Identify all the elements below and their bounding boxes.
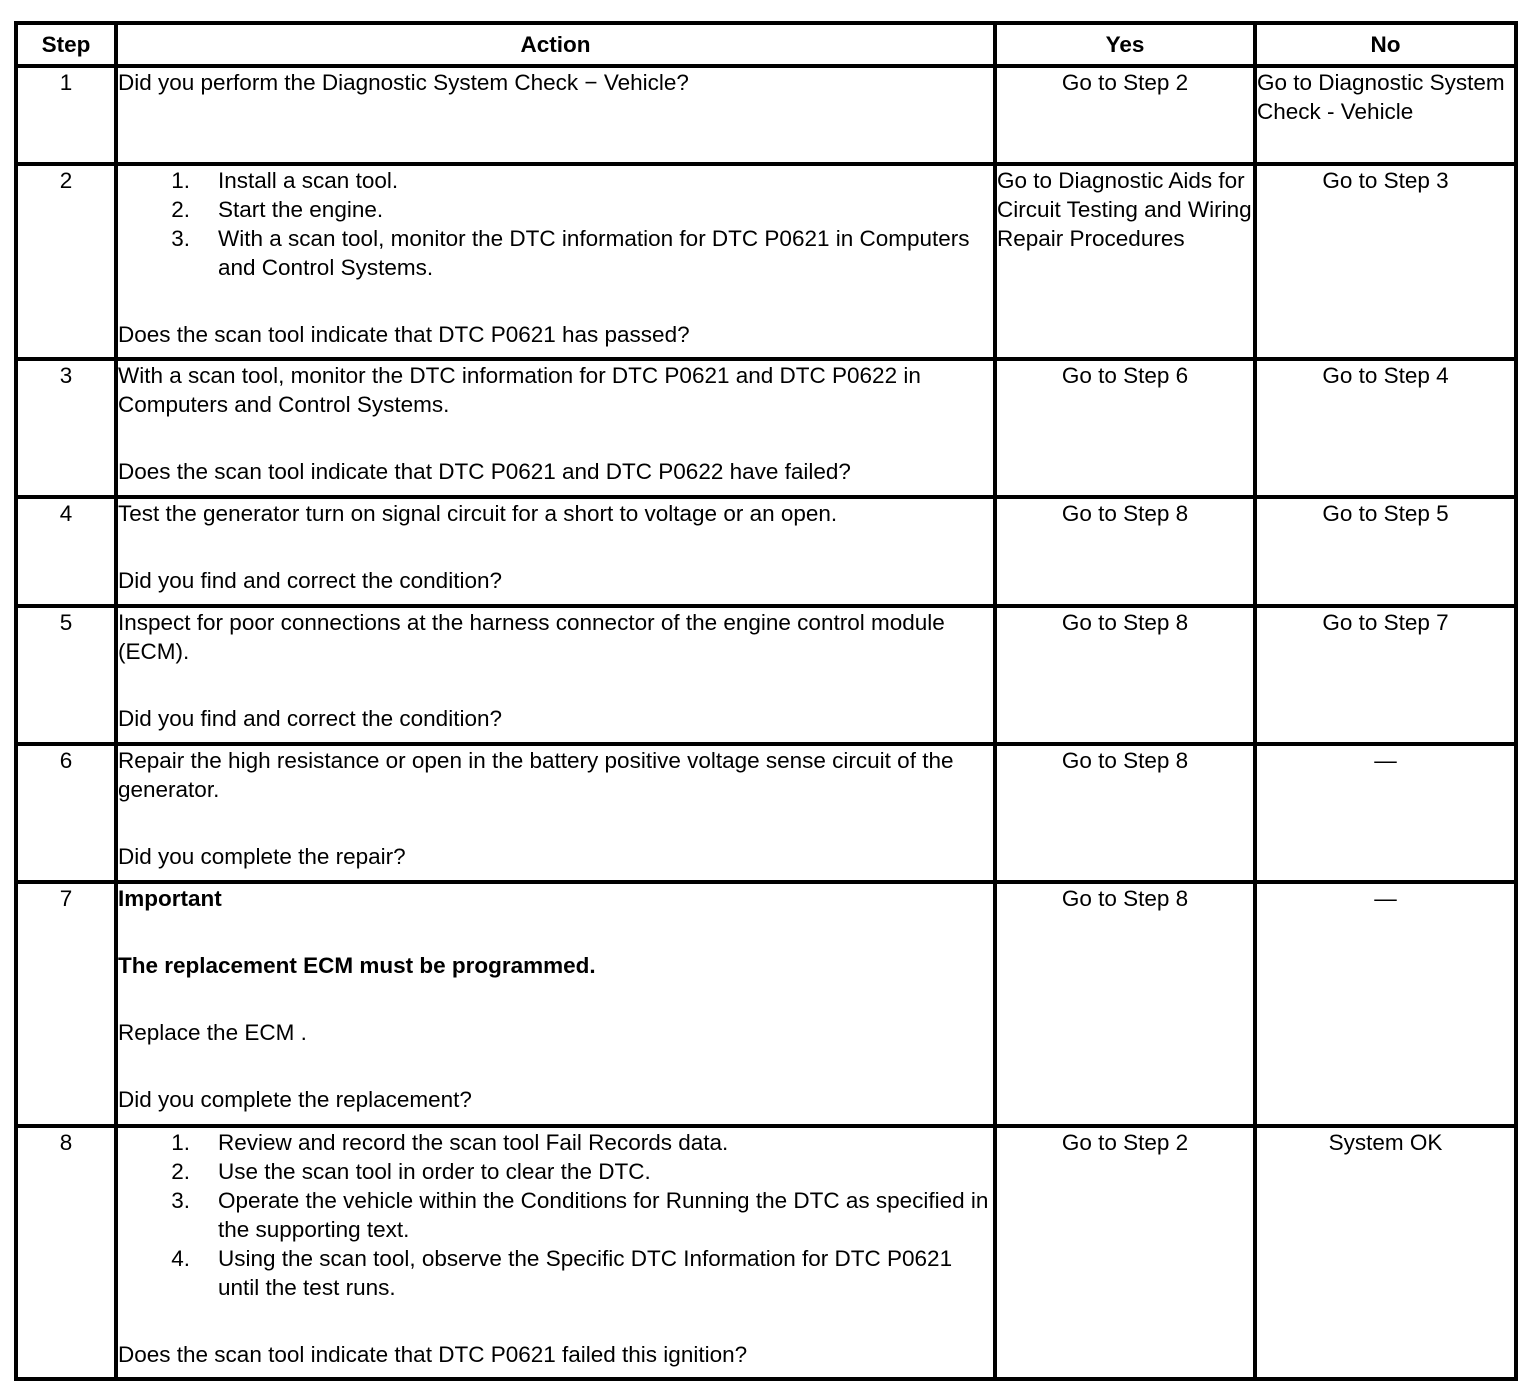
action-question: Did you find and correct the condition? bbox=[118, 568, 502, 593]
action-cell bbox=[116, 164, 995, 359]
no-outcome: Go to Step 3 bbox=[1255, 164, 1516, 359]
action-cell bbox=[116, 497, 995, 606]
header-row bbox=[16, 23, 1516, 66]
yes-outcome: Go to Step 8 bbox=[995, 882, 1255, 1126]
no-outcome: Go to Step 7 bbox=[1255, 606, 1516, 744]
action-question: Does the scan tool indicate that DTC P0621 and DTC P0622 have failed? bbox=[118, 459, 851, 484]
table-row bbox=[16, 606, 1516, 744]
action-cell bbox=[116, 359, 995, 497]
table-row bbox=[16, 66, 1516, 164]
yes-outcome: Go to Diagnostic Aids for Circuit Testing and Wiring Repair Procedures bbox=[995, 164, 1255, 359]
action-cell bbox=[116, 882, 995, 1126]
list-item: 2. Use the scan tool in order to clear the DTC. bbox=[171, 1159, 651, 1184]
yes-outcome: Go to Step 8 bbox=[995, 744, 1255, 882]
table-row bbox=[16, 882, 1516, 1126]
no-outcome: Go to Step 4 bbox=[1255, 359, 1516, 497]
action-text: Repair the high resistance or open in the battery positive voltage sense circuit of the generator. bbox=[118, 748, 954, 802]
table-row bbox=[16, 359, 1516, 497]
list-item: 1. Install a scan tool. bbox=[171, 168, 399, 193]
action-cell bbox=[116, 1126, 995, 1379]
action-question: Did you complete the repair? bbox=[118, 844, 406, 869]
action-question: Did you complete the replacement? bbox=[118, 1087, 472, 1112]
action-question: Does the scan tool indicate that DTC P0621 has passed? bbox=[118, 322, 690, 347]
list-item: 3. Operate the vehicle within the Conditions for Running the DTC as specified in the supporting text. bbox=[171, 1188, 989, 1242]
step-number: 5 bbox=[16, 606, 116, 744]
action-text: With a scan tool, monitor the DTC information for DTC P0621 and DTC P0622 in Computers and Control Systems. bbox=[118, 363, 921, 417]
header-action: Action bbox=[116, 23, 995, 66]
yes-outcome: Go to Step 2 bbox=[995, 1126, 1255, 1379]
no-outcome: System OK bbox=[1255, 1126, 1516, 1379]
list-item: 4. Using the scan tool, observe the Specific DTC Information for DTC P0621 until the test runs. bbox=[171, 1246, 953, 1300]
action-cell bbox=[116, 744, 995, 882]
table-row bbox=[16, 744, 1516, 882]
action-text: Replace the ECM . bbox=[118, 1020, 307, 1045]
action-steps-list bbox=[118, 166, 993, 282]
yes-outcome: Go to Step 8 bbox=[995, 606, 1255, 744]
step-number: 6 bbox=[16, 744, 116, 882]
action-text: Did you perform the Diagnostic System Check − Vehicle? bbox=[118, 70, 689, 95]
action-text: Inspect for poor connections at the harness connector of the engine control module (ECM). bbox=[118, 610, 945, 664]
diagnostic-table bbox=[14, 21, 1518, 1381]
action-question: Did you find and correct the condition? bbox=[118, 706, 502, 731]
list-item: 3. With a scan tool, monitor the DTC information for DTC P0621 in Computers and Control Systems. bbox=[171, 226, 970, 280]
step-number: 1 bbox=[16, 66, 116, 164]
step-number: 4 bbox=[16, 497, 116, 606]
list-item: 1. Review and record the scan tool Fail Records data. bbox=[171, 1130, 729, 1155]
action-cell bbox=[116, 66, 995, 164]
table-row bbox=[16, 164, 1516, 359]
no-outcome: Go to Step 5 bbox=[1255, 497, 1516, 606]
important-label: Important bbox=[118, 886, 222, 911]
header-no: No bbox=[1255, 23, 1516, 66]
step-number: 7 bbox=[16, 882, 116, 1126]
important-note: The replacement ECM must be programmed. bbox=[118, 953, 596, 978]
action-question: Does the scan tool indicate that DTC P0621 failed this ignition? bbox=[118, 1342, 748, 1367]
step-number: 3 bbox=[16, 359, 116, 497]
yes-outcome: Go to Step 8 bbox=[995, 497, 1255, 606]
table-row bbox=[16, 497, 1516, 606]
list-item: 2. Start the engine. bbox=[171, 197, 384, 222]
header-yes: Yes bbox=[995, 23, 1255, 66]
no-outcome: Go to Diagnostic System Check - Vehicle bbox=[1255, 66, 1516, 164]
step-number: 2 bbox=[16, 164, 116, 359]
yes-outcome: Go to Step 2 bbox=[995, 66, 1255, 164]
no-outcome: — bbox=[1255, 744, 1516, 882]
step-number: 8 bbox=[16, 1126, 116, 1379]
header-step: Step bbox=[16, 23, 116, 66]
action-cell bbox=[116, 606, 995, 744]
no-outcome: — bbox=[1255, 882, 1516, 1126]
table-row bbox=[16, 1126, 1516, 1379]
yes-outcome: Go to Step 6 bbox=[995, 359, 1255, 497]
action-steps-list bbox=[118, 1128, 993, 1302]
action-text: Test the generator turn on signal circuit for a short to voltage or an open. bbox=[118, 501, 838, 526]
